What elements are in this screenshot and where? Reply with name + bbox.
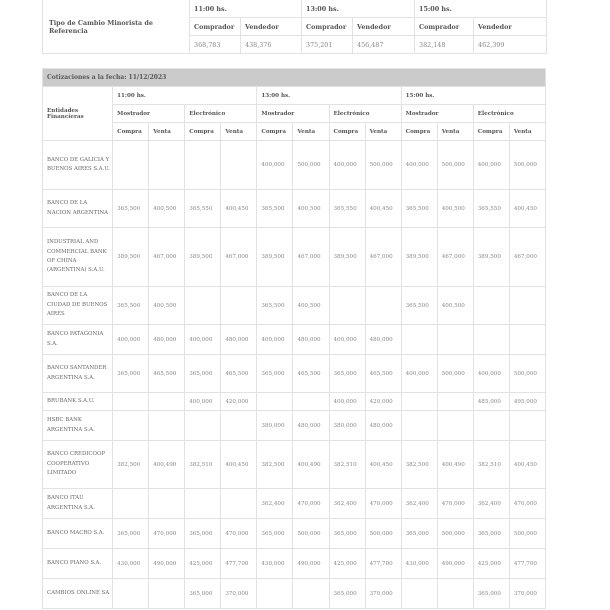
sell-value: 470,000 [437,489,473,519]
sell-value: 480,000 [149,325,185,355]
sell-header: Venta [437,123,473,141]
entity-header: Entidades Financieras [43,87,113,141]
buy-value: 400,000 [473,355,509,393]
channel-header-counter: Mostrador [401,105,473,123]
bank-name: BANCO SANTANDER ARGENTINA S.A. [43,355,113,393]
sell-value: 490,000 [149,549,185,579]
buy-value [401,411,437,441]
bank-name: BANCO PATAGONIA S.A. [43,325,113,355]
reference-value: 438,376 [241,36,302,54]
buy-value: 380,000 [329,411,365,441]
sell-value: 467,000 [221,228,257,287]
sell-value: 477,700 [221,549,257,579]
buy-value [257,393,293,411]
bank-row [43,393,546,411]
bank-row [43,549,546,579]
buy-value [185,489,221,519]
bank-name: BANCO DE LA CIUDAD DE BUENOS AIRES [43,287,113,325]
reference-label: Tipo de Cambio Minorista de Referencia [43,0,190,54]
sell-value: 465,500 [221,355,257,393]
sell-value: 370,000 [221,579,257,609]
sell-value [149,579,185,609]
buy-value [113,579,149,609]
buy-value: 362,400 [401,489,437,519]
sell-value [365,287,401,325]
buy-value: 389,500 [185,228,221,287]
sell-value: 500,000 [365,519,401,549]
sell-value: 467,000 [293,228,329,287]
sell-value: 400,500 [149,190,185,228]
sell-value: 500,000 [437,141,473,190]
buy-value: 365,000 [401,519,437,549]
sell-value [221,287,257,325]
buy-value: 365,000 [185,355,221,393]
sell-value: 400,450 [509,190,545,228]
bank-name: BANCO ITAU ARGENTINA S.A. [43,489,113,519]
buy-value: 365,550 [185,190,221,228]
bank-name: INDUSTRIAL AND COMMERCIAL BANK OF CHINA (ARGENTINA) S.A.U. [43,228,113,287]
buy-header: Compra [257,123,293,141]
sell-value: 400,450 [365,190,401,228]
reference-value: 462,399 [474,36,547,54]
sell-value: 480,000 [293,411,329,441]
sell-value: 470,000 [509,489,545,519]
bank-row [43,489,546,519]
sell-value: 495,000 [509,393,545,411]
sell-value: 500,000 [509,141,545,190]
buy-value: 430,000 [257,549,293,579]
bank-row [43,411,546,441]
sell-value [437,411,473,441]
buy-header: Compra [329,123,365,141]
sell-value: 465,500 [149,355,185,393]
bank-row [43,325,546,355]
buyer-header: Comprador [415,18,474,36]
sell-value: 370,000 [509,579,545,609]
channel-header-electronic: Electrónico [473,105,545,123]
buy-value [401,325,437,355]
buy-value: 365,000 [473,579,509,609]
sell-value [437,393,473,411]
buy-value: 382,500 [113,441,149,489]
sell-value: 477,700 [509,549,545,579]
buy-value: 365,000 [185,579,221,609]
quotes-table [42,68,546,609]
sell-value: 400,450 [509,441,545,489]
bank-row [43,228,546,287]
sell-value: 470,000 [149,519,185,549]
sell-value: 500,000 [509,355,545,393]
seller-header: Vendedor [474,18,547,36]
buy-value [473,325,509,355]
sell-value [293,579,329,609]
buy-value: 365,500 [113,190,149,228]
buy-value [113,489,149,519]
sell-value: 500,000 [437,519,473,549]
buy-header: Compra [185,123,221,141]
buy-value: 365,550 [329,190,365,228]
reference-time-row [43,0,547,18]
sell-value: 490,000 [293,549,329,579]
sell-value: 400,490 [149,441,185,489]
buy-value [185,287,221,325]
time-header: 11:00 hs. [113,87,257,105]
sell-value [149,141,185,190]
sell-value: 400,500 [149,287,185,325]
bank-row [43,355,546,393]
sell-value: 400,500 [293,190,329,228]
sell-value: 500,000 [365,141,401,190]
sell-value: 470,000 [293,489,329,519]
channel-header-electronic: Electrónico [329,105,401,123]
buy-value: 425,000 [473,549,509,579]
sell-value [437,579,473,609]
reference-rate-table [42,0,547,54]
buy-value [113,141,149,190]
sell-value [149,411,185,441]
sell-value: 400,490 [293,441,329,489]
buy-value: 365,500 [401,287,437,325]
bank-name: HSBC BANK ARGENTINA S.A. [43,411,113,441]
sell-value: 480,000 [293,325,329,355]
channel-header-counter: Mostrador [257,105,329,123]
seller-header: Vendedor [353,18,415,36]
sell-value: 470,000 [365,489,401,519]
buy-value: 365,000 [113,519,149,549]
sell-value: 480,000 [365,325,401,355]
sell-value: 500,000 [293,141,329,190]
quotes-body [43,141,546,609]
buy-value: 382,500 [257,441,293,489]
channel-header-counter: Mostrador [113,105,185,123]
sell-value: 500,000 [293,519,329,549]
buy-value: 389,500 [257,228,293,287]
buy-value: 365,500 [257,287,293,325]
reference-value: 375,201 [302,36,353,54]
bank-name: BRUBANK S.A.U. [43,393,113,411]
buy-value: 362,400 [257,489,293,519]
buy-value: 380,000 [257,411,293,441]
buy-value: 365,000 [329,355,365,393]
buy-value: 389,500 [329,228,365,287]
sell-value: 420,000 [365,393,401,411]
sell-value [509,411,545,441]
buy-header: Compra [473,123,509,141]
time-header: 15:00 hs. [401,87,545,105]
buy-value: 425,000 [185,549,221,579]
reference-time-header: 15:00 hs. [415,0,547,18]
buy-value: 365,000 [113,355,149,393]
sell-value: 370,000 [365,579,401,609]
seller-header: Vendedor [241,18,302,36]
bank-name: BANCO PIANO S.A. [43,549,113,579]
buy-value: 400,000 [257,325,293,355]
buy-value [473,411,509,441]
sell-value: 400,450 [221,190,257,228]
buy-value: 365,500 [401,190,437,228]
buy-value: 365,000 [329,519,365,549]
buy-value [473,287,509,325]
sell-header: Venta [509,123,545,141]
sell-value: 400,490 [437,441,473,489]
quotes-time-row [43,87,546,105]
reference-value: 368,783 [190,36,241,54]
sell-value: 467,000 [509,228,545,287]
buy-value: 365,000 [257,355,293,393]
buy-value: 389,500 [113,228,149,287]
quotes-title: Cotizaciones a la fecha: 11/12/2023 [43,69,546,87]
buy-value: 365,500 [113,287,149,325]
buy-value [113,393,149,411]
buy-value: 400,000 [185,393,221,411]
buy-value: 425,000 [329,549,365,579]
buy-value: 485,000 [473,393,509,411]
sell-value: 500,000 [437,355,473,393]
sell-value [509,287,545,325]
sell-value: 400,500 [437,190,473,228]
sell-value [221,141,257,190]
sell-value: 480,000 [221,325,257,355]
buy-value: 389,500 [473,228,509,287]
reference-time-header: 13:00 hs. [302,0,415,18]
sell-value [149,489,185,519]
channel-header-electronic: Electrónico [185,105,257,123]
buy-value: 400,000 [329,393,365,411]
buy-value [401,579,437,609]
buy-value: 382,510 [473,441,509,489]
quotes-side-row [43,123,546,141]
bank-row [43,190,546,228]
sell-value [437,325,473,355]
bank-row [43,141,546,190]
buy-value: 430,000 [401,549,437,579]
buy-value: 400,000 [329,325,365,355]
buy-value: 400,000 [329,141,365,190]
buy-value: 382,510 [185,441,221,489]
bank-row [43,519,546,549]
buy-value: 365,500 [257,190,293,228]
buy-header: Compra [401,123,437,141]
sell-value: 400,500 [293,287,329,325]
buy-value: 400,000 [401,141,437,190]
sell-value: 420,000 [221,393,257,411]
buy-value [401,393,437,411]
buy-value: 362,400 [329,489,365,519]
buy-value: 400,000 [185,325,221,355]
bank-name: BANCO DE GALICIA Y BUENOS AIRES S.A.U. [43,141,113,190]
buy-value [257,579,293,609]
sell-value: 500,000 [509,519,545,549]
sell-value [293,393,329,411]
buy-value: 365,000 [185,519,221,549]
sell-value: 400,450 [365,441,401,489]
sell-value: 465,500 [365,355,401,393]
buy-value: 389,500 [401,228,437,287]
buy-value: 400,000 [473,141,509,190]
buyer-header: Comprador [190,18,241,36]
sell-header: Venta [149,123,185,141]
bank-name: BANCO CREDICOOP COOPERATIVO LIMITADO [43,441,113,489]
quotes-channel-row [43,105,546,123]
sell-value: 467,000 [149,228,185,287]
quotes-title-row [43,69,546,87]
reference-value: 456,487 [353,36,415,54]
sell-header: Venta [221,123,257,141]
bank-row [43,287,546,325]
buy-value: 400,000 [401,355,437,393]
buy-value: 400,000 [113,325,149,355]
bank-row [43,441,546,489]
buyer-header: Comprador [302,18,353,36]
time-header: 13:00 hs. [257,87,401,105]
buy-header: Compra [113,123,149,141]
buy-value: 365,000 [257,519,293,549]
sell-value: 490,000 [437,549,473,579]
sell-header: Venta [293,123,329,141]
reference-time-header: 11:00 hs. [190,0,302,18]
bank-name: CAMBIOS ONLINE SA [43,579,113,609]
buy-value [113,411,149,441]
bank-name: BANCO DE LA NACION ARGENTINA [43,190,113,228]
buy-value: 400,000 [257,141,293,190]
sell-value: 477,700 [365,549,401,579]
bank-name: BANCO MACRO S.A. [43,519,113,549]
buy-value: 365,000 [329,579,365,609]
sell-value: 480,000 [365,411,401,441]
sell-value [221,411,257,441]
buy-value [185,141,221,190]
buy-value: 430,000 [113,549,149,579]
buy-value: 365,550 [473,190,509,228]
sell-value: 470,000 [221,519,257,549]
sell-value [149,393,185,411]
sell-value: 400,500 [437,287,473,325]
buy-value [185,411,221,441]
sell-value: 467,000 [437,228,473,287]
reference-value: 382,148 [415,36,474,54]
buy-value: 382,500 [401,441,437,489]
sell-value: 467,000 [365,228,401,287]
buy-value: 362,400 [473,489,509,519]
buy-value: 365,000 [473,519,509,549]
buy-value [329,287,365,325]
bank-row [43,579,546,609]
sell-value: 400,450 [221,441,257,489]
sell-value: 465,500 [293,355,329,393]
sell-value [509,325,545,355]
sell-header: Venta [365,123,401,141]
buy-value: 382,510 [329,441,365,489]
sell-value [221,489,257,519]
